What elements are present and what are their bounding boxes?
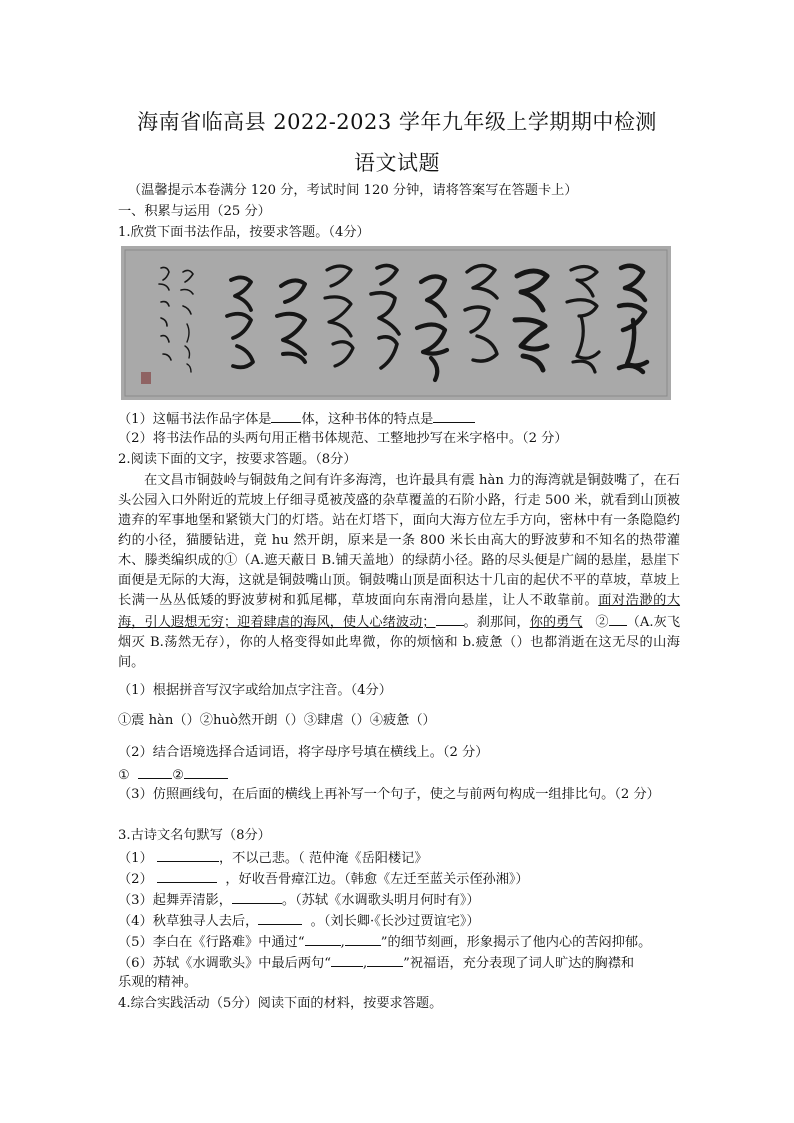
q2-sub1: （1）根据拼音写汉字或给加点字注音。（4分）	[118, 683, 392, 698]
answer-blank[interactable]	[138, 764, 172, 779]
q3-line-1: （1） ，不以己悲。（ 范仲淹《岳阳楼记》	[118, 847, 428, 869]
answer-blank[interactable]	[433, 408, 475, 423]
q2-passage: 在文昌市铜鼓岭与铜鼓角之间有许多海湾，也许最具有震 hàn 力的海湾就是铜鼓嘴了，在石头公园入口外附近的荒坡上仔细寻觅被茂盛的杂草覆盖的石阶小路，行走 500 米，就看到山顶被遗弃的军事地堡和紧锁大门的灯塔。站在灯塔下，面向大海方位左手方向，密林中有一条隐隐约约的小径，猫腰钻进，竟 hu 然开朗，原来是一条 800 米长由高大的野波萝和不知名的热带灌木、滕类编织成的①（A.遮天蔽日 B.铺天盖地）的绿荫小径。路的尽头便是广阔的悬崖，悬崖下面便是无际的大海，这就是铜鼓嘴山顶。铜鼓嘴山顶是面积达十几亩的起伏不平的草坡，草坡上长满一丛丛低矮的野波萝树和狐尾椰，草坡面向东南滑向悬崖，让人不敢靠前。面对浩渺的大海，引人遐想无穷；迎着肆虐的海风，使人心绪波动； 。刹那间，你的勇气 ② （A.灰飞烟灭 B.荡然无存），你的人格变得如此卑微，你的烦恼和 b.疲惫（）也都消逝在这无尽的山海间。	[118, 473, 681, 670]
calligraphy-image	[121, 246, 671, 400]
section-heading: 一、积累与运用（25 分）	[118, 204, 271, 219]
answer-blank[interactable]	[232, 889, 282, 904]
answer-blank[interactable]	[157, 868, 217, 883]
q3-line-3: （3）起舞弄清影， 。（苏轼《水调歌头明月何时有》）	[118, 889, 480, 911]
answer-blank[interactable]	[331, 952, 363, 967]
answer-blank[interactable]	[609, 611, 627, 626]
answer-blank[interactable]	[157, 847, 219, 862]
q4-stem: 4.综合实践活动（5分）阅读下面的材料，按要求答题。	[118, 996, 443, 1011]
q1-sub1: （1）这幅书法作品字体是 体，这种书体的特点是	[118, 408, 475, 430]
answer-blank[interactable]	[271, 408, 301, 423]
answer-blank[interactable]	[345, 931, 381, 946]
q2-sub2: （2）结合语境选择合适词语，将字母序号填在横线上。（2 分）	[118, 745, 489, 760]
q3-line-4: （4）秋草独寻人去后， 。（刘长卿·《长沙过贾谊宅》）	[118, 910, 480, 932]
answer-blank[interactable]	[184, 764, 228, 779]
answer-blank[interactable]	[258, 910, 302, 925]
q2-sub1-items: ①震 hàn（）②huò然开朗（）③肆虐（）④疲惫（）	[118, 713, 436, 728]
q2-stem: 2.阅读下面的文字，按要求答题。（8分）	[118, 452, 357, 467]
q3-line-6-cont: 乐观的精神。	[118, 975, 198, 990]
exam-title: 海南省临高县 2022-2023 学年九年级上学期期中检测	[137, 110, 657, 134]
q3-stem: 3.古诗文名句默写（8分）	[118, 828, 271, 843]
q3-line-5: （5）李白在《行路难》中通过“ , ”的细节刻画，形象揭示了他内心的苦闷抑郁。	[118, 931, 651, 953]
q3-line-2: （2） ，好收吾骨瘴江边。（韩愈《左迁至蓝关示侄孙湘》）	[118, 868, 529, 890]
q3-line-6: （6）苏轼《水调歌头》中最后两句“ , ”祝福语，充分表现了词人旷达的胸襟和	[118, 952, 634, 974]
answer-blank[interactable]	[436, 611, 464, 626]
q2-sub2-answers: ① ②	[118, 764, 228, 786]
q1-sub2: （2）将书法作品的头两句用正楷书体规范、工整地抄写在米字格中。（2 分）	[118, 431, 568, 446]
exam-subtitle: 语文试题	[354, 151, 440, 175]
exam-notice: （温馨提示本卷满分 120 分，考试时间 120 分钟，请将答案写在答题卡上）	[128, 183, 578, 198]
answer-blank[interactable]	[367, 952, 403, 967]
q2-sub3: （3）仿照画线句，在后面的横线上再补写一个句子，使之与前两句构成一组排比句。（2 分）	[118, 787, 660, 802]
answer-blank[interactable]	[305, 931, 341, 946]
q1-stem: 1.欣赏下面书法作品，按要求答题。（4分）	[118, 225, 370, 240]
